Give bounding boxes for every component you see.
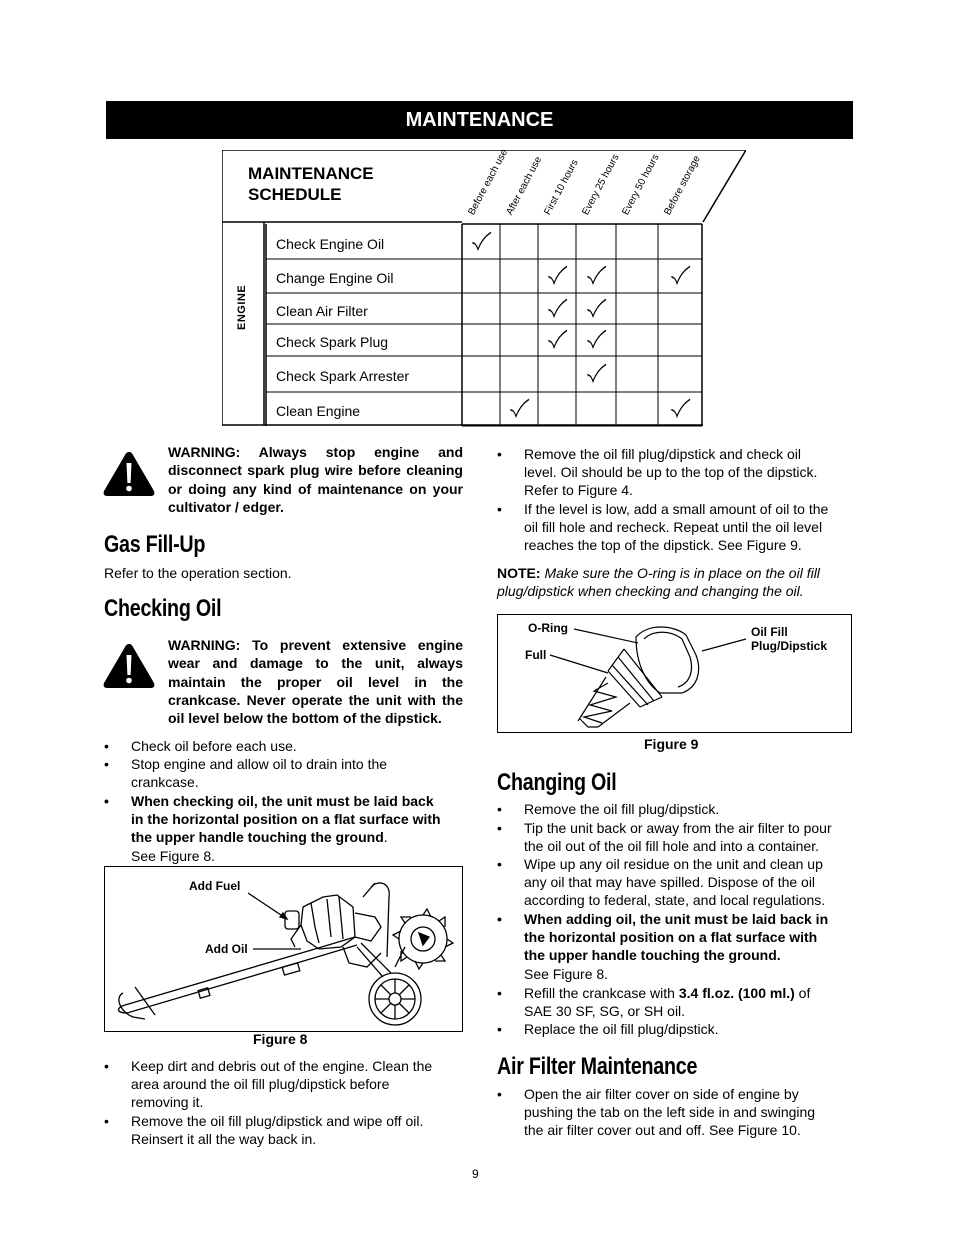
checkmark-icon xyxy=(546,265,568,287)
engine-section-label: ENGINE xyxy=(236,284,248,330)
checking-oil-heading: Checking Oil xyxy=(104,595,222,622)
air-filter-heading: Air Filter Maintenance xyxy=(497,1053,698,1080)
section-banner: MAINTENANCE xyxy=(106,101,853,139)
schedule-column-header: Before storage xyxy=(662,153,703,217)
schedule-column-header: Every 50 hours xyxy=(620,152,662,217)
add-fuel-callout: Add Fuel xyxy=(189,879,241,893)
list-item: • Remove the oil fill plug/dipstick. xyxy=(497,801,720,817)
checkmark-icon xyxy=(585,298,607,320)
checkmark-icon xyxy=(546,329,568,351)
schedule-grid-lines xyxy=(0,0,954,440)
list-item: • Wipe up any oil residue on the unit and clean up any oil that may have spilled. Dispose of the oil according to federal, state, and local regulations. xyxy=(497,856,826,909)
schedule-column-header: Every 25 hours xyxy=(580,152,622,217)
checkmark-icon xyxy=(546,298,568,320)
checkmark-icon xyxy=(585,265,607,287)
list-item: • When checking oil, the unit must be laid back in the horizontal position on a flat surface with the upper handle touching the ground. See Figure 8. xyxy=(104,793,441,864)
page-number: 9 xyxy=(472,1167,479,1181)
note-label: NOTE: xyxy=(497,565,541,581)
changing-oil-heading: Changing Oil xyxy=(497,769,617,796)
warning-triangle-icon xyxy=(102,450,156,497)
checkmark-icon xyxy=(508,398,530,420)
figure-8-caption: Figure 8 xyxy=(253,1031,308,1047)
checkmark-icon xyxy=(585,363,607,385)
figure-9-caption: Figure 9 xyxy=(644,736,699,752)
checkmark-icon xyxy=(669,265,691,287)
checkmark-icon xyxy=(669,398,691,420)
cultivator-illustration xyxy=(105,867,461,1030)
list-item: • If the level is low, add a small amount of oil to the oil fill hole and recheck. Repeat until the oil level reaches the top of the dipstick. See Figure 9. xyxy=(497,501,829,554)
full-callout: Full xyxy=(525,648,547,662)
schedule-column-header: Before each use xyxy=(466,147,511,217)
schedule-task-label: Check Engine Oil xyxy=(276,235,385,252)
warning-triangle-icon xyxy=(102,642,156,689)
gas-fillup-heading: Gas Fill-Up xyxy=(104,531,206,558)
dipstick-illustration xyxy=(498,615,850,731)
oring-callout: O-Ring xyxy=(528,621,568,635)
list-item: • Keep dirt and debris out of the engine. Clean the area around the oil fill plug/dipstick before removing it. xyxy=(104,1058,433,1111)
list-item: • Replace the oil fill plug/dipstick. xyxy=(497,1021,719,1037)
schedule-title-line2: SCHEDULE xyxy=(248,185,342,204)
list-item: • Remove the oil fill plug/dipstick and check oil level. Oil should be up to the top of the dipstick. Refer to Figure 4. xyxy=(497,446,818,499)
schedule-task-label: Check Spark Plug xyxy=(276,334,389,350)
list-item: • Refill the crankcase with 3.4 fl.oz. (100 ml.) of SAE 30 SF, SG, or SH oil. xyxy=(497,985,811,1020)
note-paragraph: NOTE: Make sure the O-ring is in place on the oil fill plug/dipstick when checking and changing the oil. xyxy=(497,565,820,600)
warning-maintenance-text: WARNING: Always stop engine and disconnect spark plug wire before cleaning or doing any kind of maintenance on your cultivator / edger. xyxy=(168,444,463,515)
list-item: • When adding oil, the unit must be laid back in the horizontal position on a flat surface with the upper handle touching the ground. See Figure 8. xyxy=(497,911,829,982)
checkmark-icon xyxy=(470,231,492,253)
schedule-task-label: Clean Air Filter xyxy=(276,302,368,319)
figure-8-box xyxy=(104,866,463,1032)
schedule-task-label: Clean Engine xyxy=(276,403,361,419)
schedule-task-label: Change Engine Oil xyxy=(276,270,394,286)
schedule-title-line1: MAINTENANCE xyxy=(248,164,374,183)
schedule-column-header: After each use xyxy=(504,154,545,217)
add-oil-callout: Add Oil xyxy=(205,942,248,956)
list-item: • Stop engine and allow oil to drain into the crankcase. xyxy=(104,756,388,791)
list-item: • Check oil before each use. xyxy=(104,738,297,754)
list-item: • Remove the oil fill plug/dipstick and wipe off oil. Reinsert it all the way back in. xyxy=(104,1113,424,1148)
schedule-task-label: Check Spark Arrester xyxy=(276,368,410,384)
list-item: • Tip the unit back or away from the air filter to pour the oil out of the oil fill hole and into a container. xyxy=(497,820,832,855)
figure-9-box xyxy=(497,614,852,733)
schedule-column-header: First 10 hours xyxy=(542,157,581,217)
plug-dipstick-callout: Oil Fill Plug/Dipstick xyxy=(751,625,828,653)
list-item: • Open the air filter cover on side of engine by pushing the tab on the left side in and swinging the air filter cover out and off. See Figure 10. xyxy=(497,1086,816,1139)
warning-oil-level-text: WARNING: To prevent extensive engine wear and damage to the unit, always maintain the proper oil level in the crankcase. Never operate the unit with the oil level below the bottom of the dipstick. xyxy=(168,637,463,727)
checkmark-icon xyxy=(585,329,607,351)
gas-fillup-text: Refer to the operation section. xyxy=(104,565,292,581)
